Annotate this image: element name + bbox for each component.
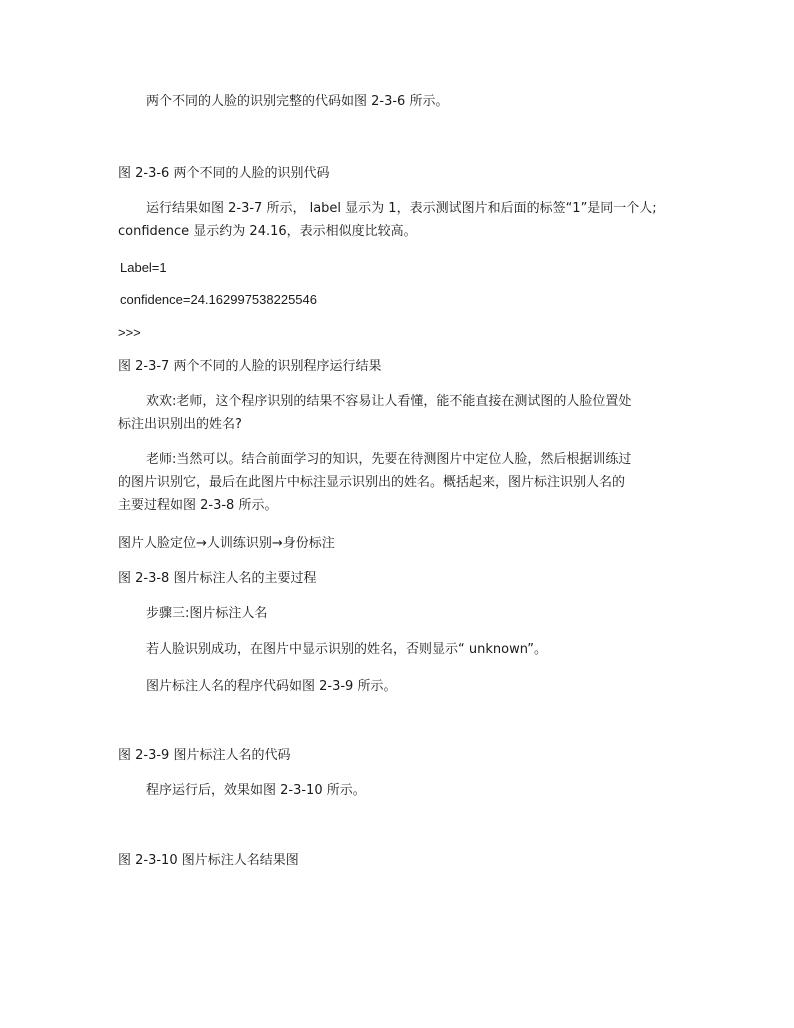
paragraph-result-line1: 运行结果如图 2-3-7 所示， label 显示为 1，表示测试图片和后面的标签“1”是同一个人; <box>146 201 657 216</box>
figure-caption-2-3-7: 图 2-3-7 两个不同的人脸的识别程序运行结果 <box>118 359 382 374</box>
output-prompt: >>> <box>118 325 141 340</box>
output-confidence: confidence=24.162997538225546 <box>120 292 317 307</box>
paragraph-run-result: 程序运行后，效果如图 2-3-10 所示。 <box>146 783 366 798</box>
dialogue-teacher-line2: 的图片识别它，最后在此图片中标注显示识别出的姓名。概括起来，图片标注识别人名的 <box>118 475 626 490</box>
paragraph-code-2-3-9: 图片标注人名的程序代码如图 2-3-9 所示。 <box>146 679 397 694</box>
dialogue-teacher-line1: 老师:当然可以。结合前面学习的知识，先要在待测图片中定位人脸，然后根据训练过 <box>146 452 632 467</box>
step-three-heading: 步骤三:图片标注人名 <box>146 606 268 621</box>
paragraph-code-intro: 两个不同的人脸的识别完整的代码如图 2-3-6 所示。 <box>146 94 449 109</box>
paragraph-unknown: 若人脸识别成功，在图片中显示识别的姓名，否则显示“ unknown”。 <box>146 642 547 657</box>
figure-caption-2-3-8: 图 2-3-8 图片标注人名的主要过程 <box>118 571 317 586</box>
figure-caption-2-3-9: 图 2-3-9 图片标注人名的代码 <box>118 748 291 763</box>
output-label: Label=1 <box>120 260 167 275</box>
process-flow: 图片人脸定位→人训练识别→身份标注 <box>118 536 335 551</box>
figure-caption-2-3-6: 图 2-3-6 两个不同的人脸的识别代码 <box>118 166 330 181</box>
dialogue-huanhuan-line2: 标注出识别出的姓名? <box>118 417 242 432</box>
dialogue-teacher-line3: 主要过程如图 2-3-8 所示。 <box>118 498 278 513</box>
dialogue-huanhuan-line1: 欢欢:老师，这个程序识别的结果不容易让人看懂，能不能直接在测试图的人脸位置处 <box>146 394 632 409</box>
paragraph-result-line2: confidence 显示约为 24.16，表示相似度比较高。 <box>118 224 417 239</box>
figure-caption-2-3-10: 图 2-3-10 图片标注人名结果图 <box>118 853 299 868</box>
